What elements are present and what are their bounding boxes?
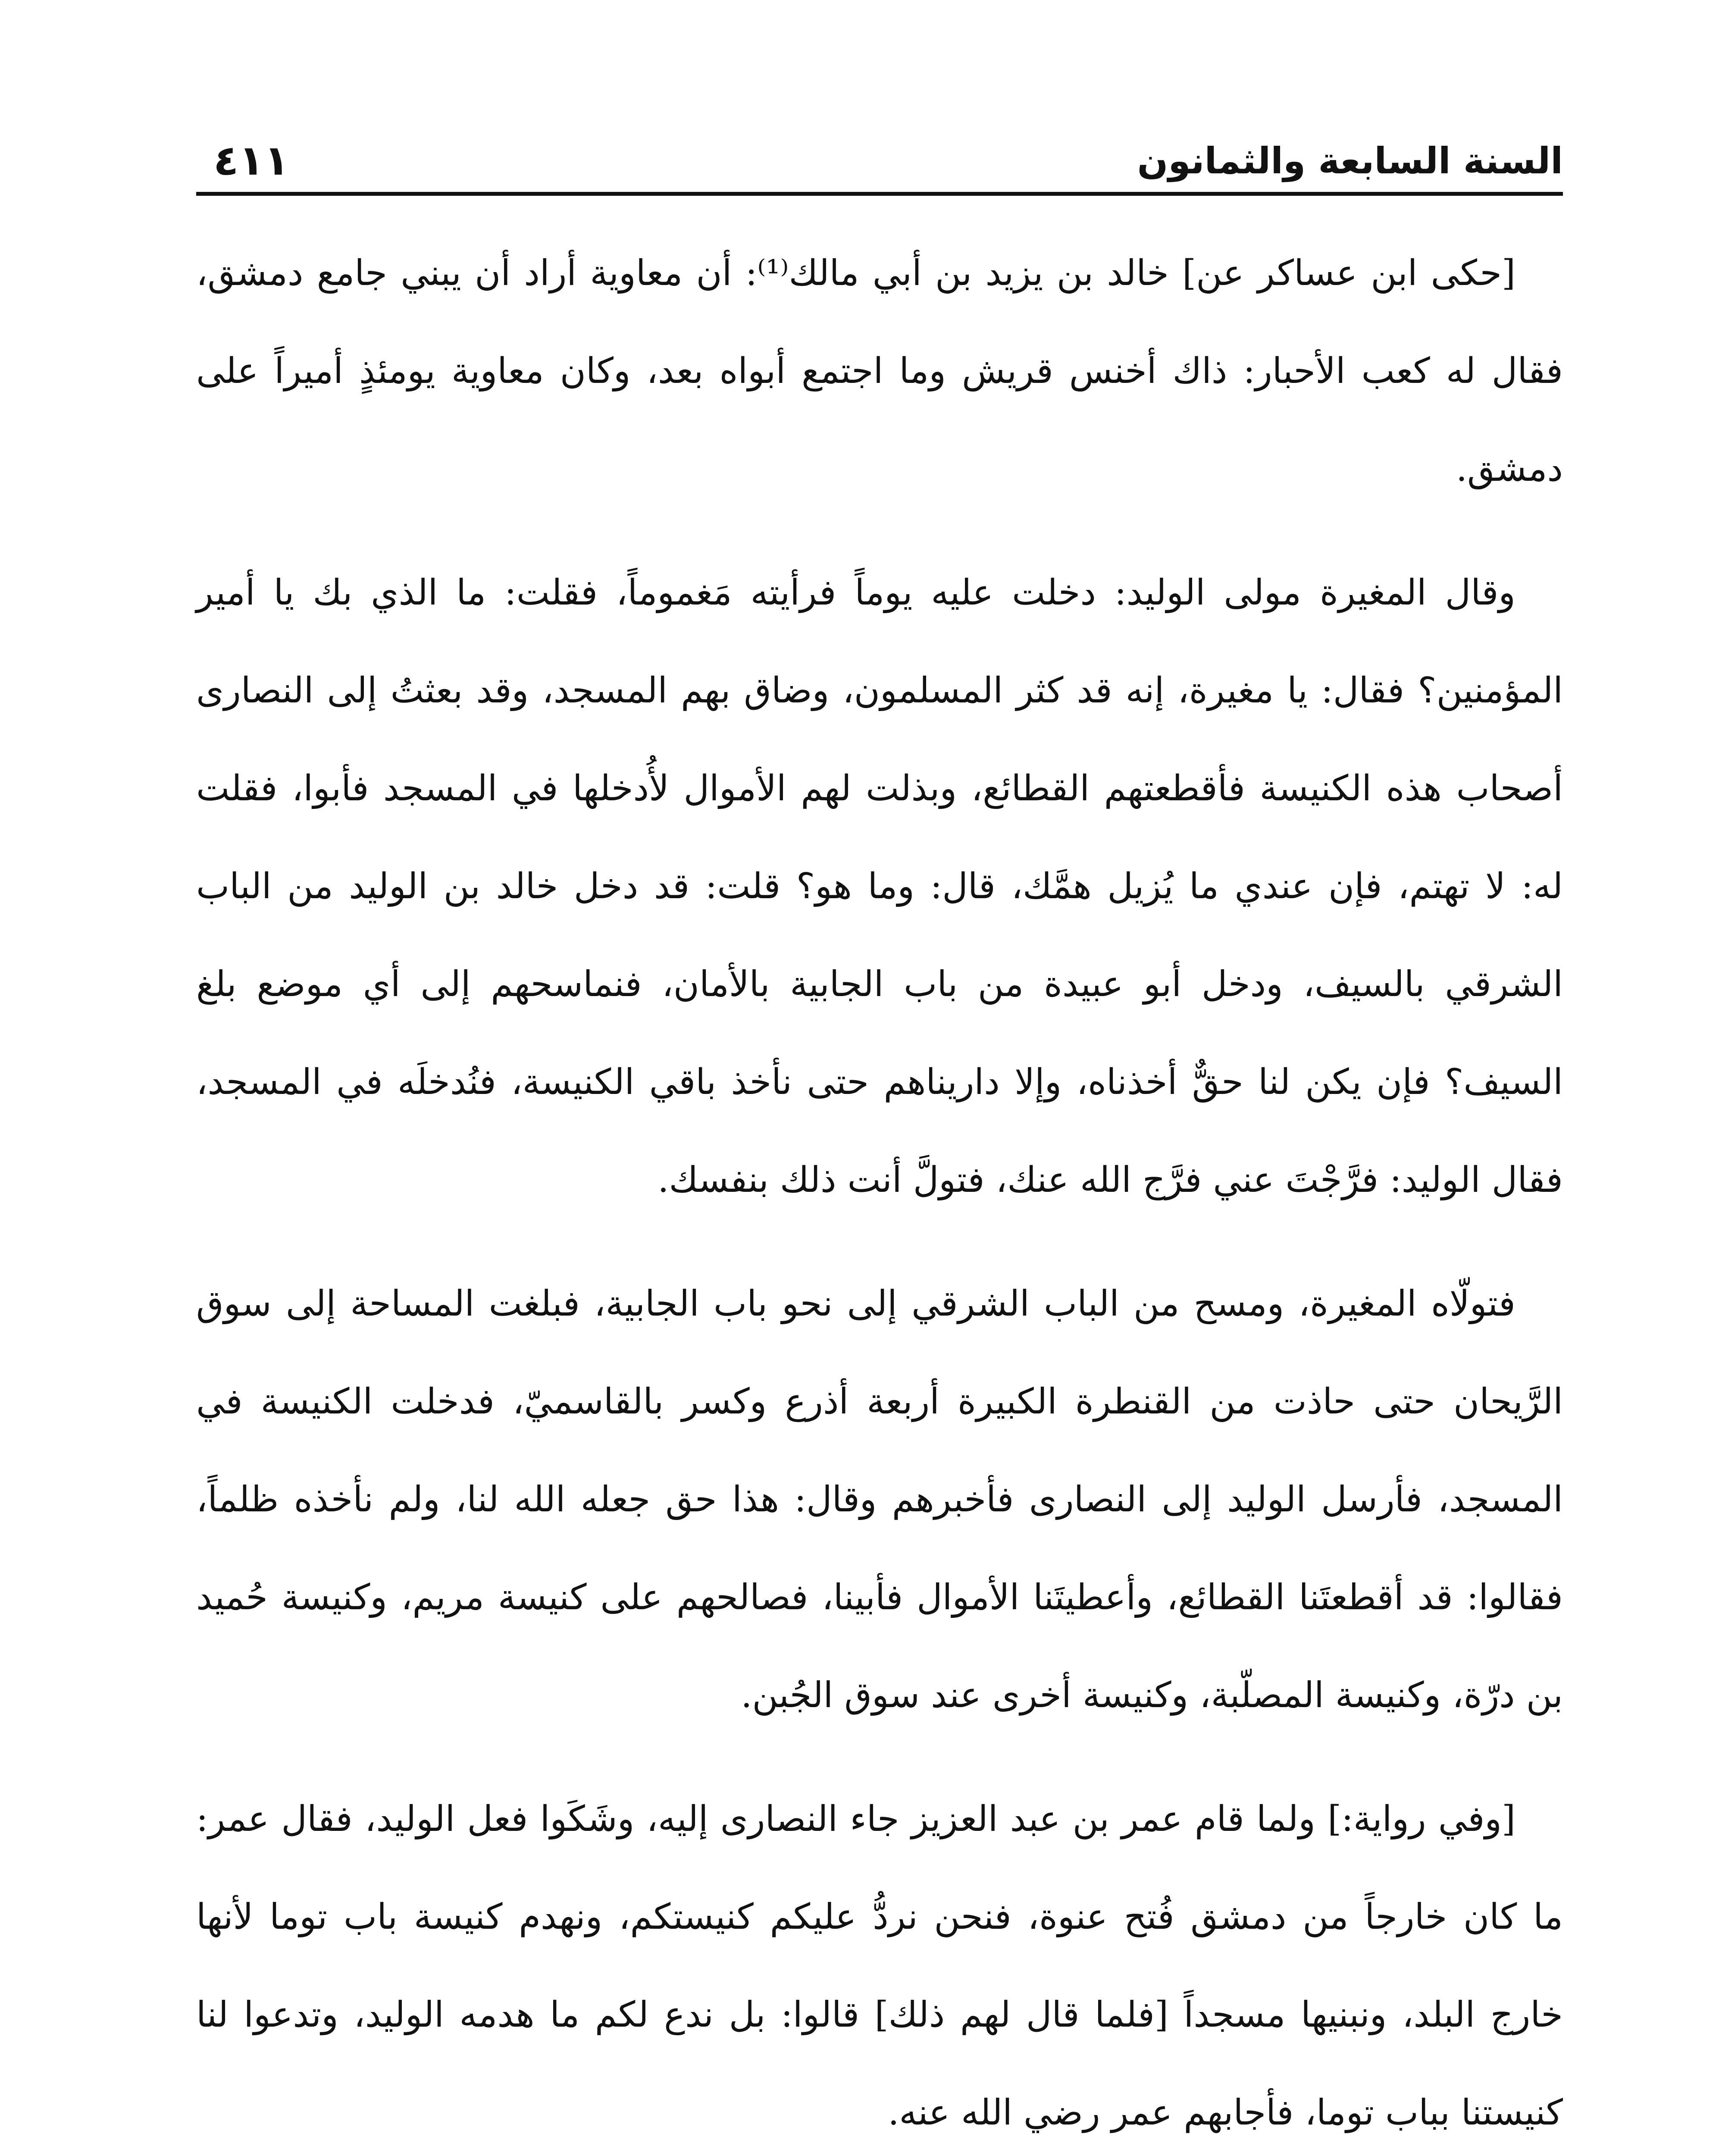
page-header: [196, 108, 1563, 190]
paragraph-1: [حكى ابن عساكر عن] خالد بن يزيد بن أبي مالك⁽¹⁾: أن معاوية أراد أن يبني جامع دمشق، فقال له كعب الأحبار: ذاك أخنس قريش وما اجتمع أبواه بعد، وكان معاوية يومئذٍ أميراً على دمشق.: [196, 253, 1563, 489]
body-text: [196, 224, 1563, 2156]
header-rule: [196, 192, 1563, 196]
paragraph-4: [وفي رواية:] ولما قام عمر بن عبد العزيز جاء النصارى إليه، وشَكَوا فعل الوليد، فقال عمر: ما كان خارجاً من دمشق فُتح عنوة، فنحن نردُّ عليكم كنيستكم، ونهدم كنيسة باب توما لأنها خارج البلد، ونبنيها مسجداً [فلما قال لهم ذلك] قالوا: بل ندع لكم ما هدمه الوليد، وتدعوا لنا كنيستنا بباب توما، فأجابهم عمر رضي الله عنه.: [196, 1799, 1563, 2133]
paragraph-3: فتولّاه المغيرة، ومسح من الباب الشرقي إلى نحو باب الجابية، فبلغت المساحة إلى سوق الرَّيحان حتى حاذت من القنطرة الكبيرة أربعة أذرع وكسر بالقاسميّ، فدخلت الكنيسة في المسجد، فأرسل الوليد إلى النصارى فأخبرهم وقال: هذا حق جعله الله لنا، ولم نأخذه ظلماً، فقالوا: قد أقطعتَنا القطائع، وأعطيتَنا الأموال فأبينا، فصالحهم على كنيسة مريم، وكنيسة حُميد بن درّة، وكنيسة المصلّبة، وكنيسة أخرى عند سوق الجُبن.: [196, 1283, 1563, 1716]
page-number: ٤١١: [213, 136, 289, 185]
running-title: السنة السابعة والثمانون: [1137, 140, 1563, 182]
paragraph-2: وقال المغيرة مولى الوليد: دخلت عليه يوماً فرأيته مَغموماً، فقلت: ما الذي بك يا أمير المؤمنين؟ فقال: يا مغيرة، إنه قد كثر المسلمون، وضاق بهم المسجد، وقد بعثتُ إلى النصارى أصحاب هذه الكنيسة فأقطعتهم القطائع، وبذلت لهم الأموال لأُدخلها في المسجد فأبوا، فقلت له: لا تهتم، فإن عندي ما يُزيل همَّك، قال: وما هو؟ قلت: قد دخل خالد بن الوليد من الباب الشرقي بالسيف، ودخل أبو عبيدة من باب الجابية بالأمان، فنماسحهم إلى أي موضع بلغ السيف؟ فإن يكن لنا حقٌّ أخذناه، وإلا داريناهم حتى نأخذ باقي الكنيسة، فنُدخلَه في المسجد، فقال الوليد: فرَّجْتَ عني فرَّج الله عنك، فتولَّ أنت ذلك بنفسك.: [196, 572, 1563, 1200]
